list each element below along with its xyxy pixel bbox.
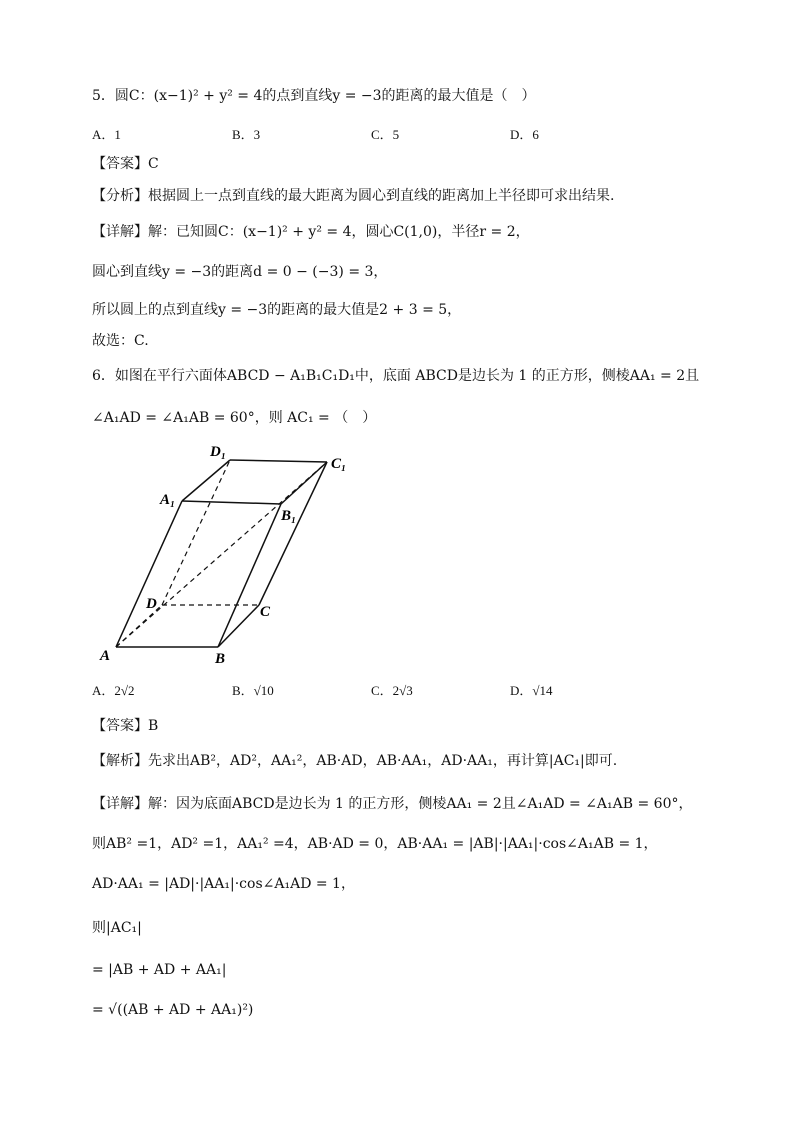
q5-option-a: A．1 xyxy=(92,127,121,142)
edge-BC xyxy=(218,605,259,647)
edge-D1C1 xyxy=(230,460,327,462)
q5-answer: 【答案】C xyxy=(92,156,159,172)
q6-detail-step2: AD·AA₁ = |AD|·|AA₁|·cos∠A₁AD = 1， xyxy=(92,876,355,892)
q5-choose: 故选：C. xyxy=(92,333,149,349)
vertex-label-C1: C₁ xyxy=(331,456,347,472)
vertex-label-B1: B₁ xyxy=(281,508,297,524)
edge-CC1 xyxy=(259,462,327,605)
edge-A1B1 xyxy=(182,501,281,504)
edge-A1D1 xyxy=(182,460,230,501)
q5-detail: 【详解】解：已知圆C：(x−1)² + y² = 4，圆心C(1,0)，半径r = 2， xyxy=(92,224,530,240)
edge-BB1 xyxy=(218,504,281,647)
vertex-label-A1: A₁ xyxy=(160,492,176,508)
q6-stem-line2: ∠A₁AD = ∠A₁AB = 60°，则 AC₁ = （ ） xyxy=(92,410,377,426)
q6-analysis: 【解析】先求出AB²，AD²，AA₁²，AB·AD，AB·AA₁，AD·AA₁，再计算|AC₁|即可. xyxy=(92,753,618,769)
q5-step1: 圆心到直线y = −3的距离d = 0 − (−3) = 3， xyxy=(92,264,388,280)
q6-detail: 【详解】解：因为底面ABCD是边长为 1 的正方形，侧棱AA₁ = 2且∠A₁AD = ∠A₁AB = 60°， xyxy=(92,796,693,812)
q5-stem: 5．圆C：(x−1)² + y² = 4的点到直线y = −3的距离的最大值是（ ） xyxy=(92,88,536,104)
q6-option-a: A．2√2 xyxy=(92,683,135,698)
vertex-label-D1: D₁ xyxy=(210,444,227,460)
vertex-label-A: A xyxy=(100,648,111,664)
q6-detail-step5: = √((AB + AD + AA₁)²) xyxy=(92,1002,254,1018)
q6-detail-step1: 则AB² =1，AD² =1，AA₁² =4，AB·AD = 0，AB·AA₁ = |AB|·|AA₁|·cos∠A₁AB = 1， xyxy=(92,836,658,852)
vertex-label-C: C xyxy=(260,604,271,620)
q5-option-b: B．3 xyxy=(232,127,261,142)
vertex-label-D: D xyxy=(146,596,157,612)
q5-analysis: 【分析】根据圆上一点到直线的最大距离为圆心到直线的距离加上半径即可求出结果. xyxy=(92,188,615,204)
q6-stem-line1: 6．如图在平行六面体ABCD − A₁B₁C₁D₁中，底面 ABCD是边长为 1 的正方形，侧棱AA₁ = 2且 xyxy=(92,368,700,384)
edge-DD1-hidden xyxy=(162,460,230,605)
parallelepiped-figure xyxy=(98,436,368,668)
q6-option-b: B．√10 xyxy=(232,683,274,698)
q6-answer: 【答案】B xyxy=(92,718,159,734)
q5-step2: 所以圆上的点到直线y = −3的距离的最大值是2 + 3 = 5， xyxy=(92,302,462,318)
vertex-label-B: B xyxy=(215,651,226,667)
q6-option-c: C．2√3 xyxy=(371,683,413,698)
q5-option-c: C．5 xyxy=(371,127,400,142)
diagonal-AC1-hidden xyxy=(116,462,327,647)
q6-detail-step4: = |AB + AD + AA₁| xyxy=(92,962,227,978)
q6-option-d: D．√14 xyxy=(510,683,553,698)
edge-AA1 xyxy=(116,501,182,647)
q6-detail-step3: 则|AC₁| xyxy=(92,920,142,936)
q5-option-d: D．6 xyxy=(510,127,539,142)
